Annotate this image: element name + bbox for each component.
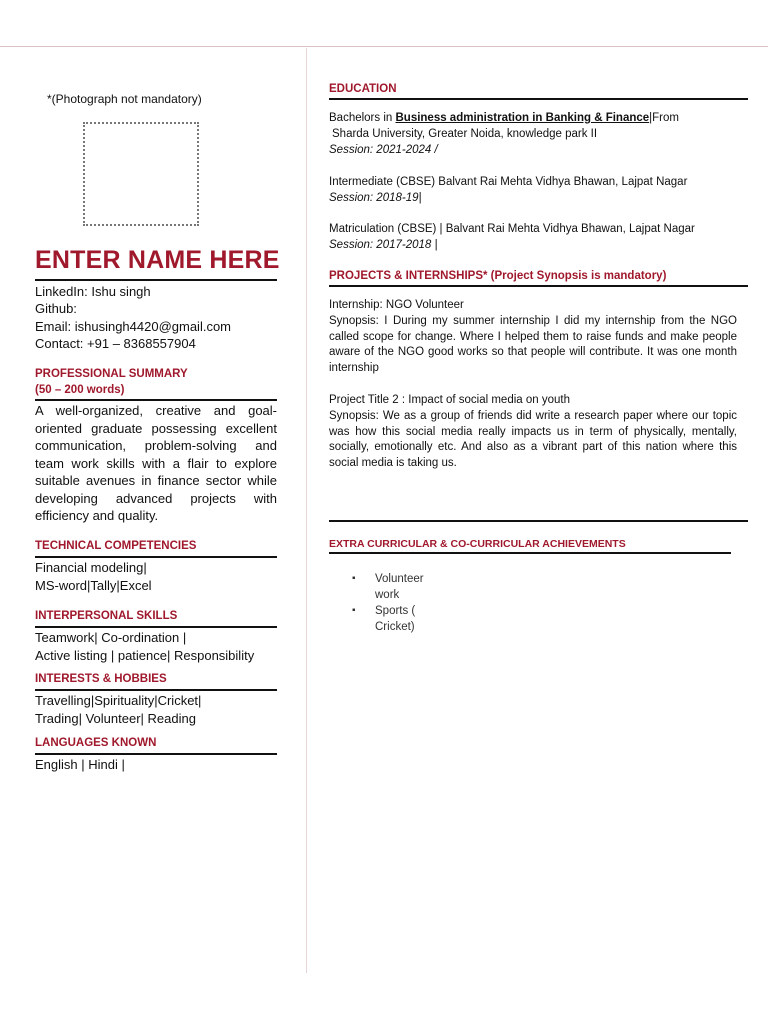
interests-line: Travelling|Spirituality|Cricket| bbox=[35, 693, 202, 708]
project-1 bbox=[329, 298, 737, 377]
matriculation-line: Matriculation (CBSE) | Balvant Rai Mehta Vidhya Bhawan, Lajpat Nagar bbox=[329, 223, 695, 235]
interpersonal-rule bbox=[35, 626, 277, 628]
extra-list bbox=[352, 571, 424, 635]
summary-subtitle: (50 – 200 words) bbox=[35, 384, 125, 396]
project-2-synopsis: Synopsis: We as a group of friends did write a research paper where our topic was how this social media really impacts us in term of physically, mentally, socially, emotionally etc. And also as a vibrant part of this nation where this social media is taking us. bbox=[329, 409, 737, 470]
education-bachelor bbox=[329, 111, 737, 158]
photo-placeholder bbox=[83, 122, 199, 226]
interpersonal-text bbox=[35, 629, 277, 664]
interests-line: Trading| Volunteer| Reading bbox=[35, 710, 196, 726]
languages-text bbox=[35, 756, 277, 774]
github-line: Github: bbox=[35, 301, 77, 317]
extra-rule bbox=[329, 552, 731, 554]
technical-title: TECHNICAL COMPETENCIES bbox=[35, 540, 197, 552]
technical-line: Financial modeling| bbox=[35, 560, 147, 575]
interpersonal-line: Teamwork| Co-ordination | bbox=[35, 630, 187, 645]
bachelor-session: Session: 2021-2024 / bbox=[329, 143, 438, 156]
candidate-name: ENTER NAME HERE bbox=[35, 246, 280, 274]
interests-text bbox=[35, 692, 277, 727]
education-title: EDUCATION bbox=[329, 83, 397, 95]
summary-rule bbox=[35, 399, 277, 401]
interpersonal-line: Active listing | patience| Responsibility bbox=[35, 647, 255, 663]
technical-rule bbox=[35, 556, 277, 558]
project-1-title: Internship: NGO Volunteer bbox=[329, 299, 464, 311]
extra-title: EXTRA CURRICULAR & CO-CURRICULAR ACHIEVEMENTS bbox=[329, 538, 626, 550]
education-intermediate bbox=[329, 175, 737, 207]
phone-line: Contact: +91 – 8368557904 bbox=[35, 335, 196, 351]
intermediate-line: Intermediate (CBSE) Balvant Rai Mehta Vidhya Bhawan, Lajpat Nagar bbox=[329, 176, 688, 188]
interests-title: INTERESTS & HOBBIES bbox=[35, 673, 167, 685]
bachelor-course: Business administration in Banking & Finance bbox=[395, 112, 650, 124]
list-item: ▪ Volunteer work bbox=[352, 571, 424, 603]
summary-text: A well-organized, creative and goal-oriented graduate possessing excellent communication, problem-solving and team work skills with a flair to explore suitable avenues in finance sector while developing advanced projects with efficiency and quality. bbox=[35, 403, 277, 523]
bachelor-prefix: Bachelors in bbox=[329, 112, 396, 124]
project-2 bbox=[329, 393, 737, 472]
languages-rule bbox=[35, 753, 277, 755]
extra-top-rule bbox=[329, 520, 748, 522]
summary-title: PROFESSIONAL SUMMARY bbox=[35, 368, 188, 380]
languages-title: LANGUAGES KNOWN bbox=[35, 737, 157, 749]
projects-rule bbox=[329, 285, 748, 287]
photo-note: *(Photograph not mandatory) bbox=[47, 92, 202, 106]
project-2-title: Project Title 2 : Impact of social media on youth bbox=[329, 394, 570, 406]
list-item: ▪ Sports ( Cricket) bbox=[352, 603, 424, 635]
linkedin-line: LinkedIn: Ishu singh bbox=[35, 284, 151, 299]
page-top-rule bbox=[0, 46, 768, 47]
languages-line: English | Hindi | bbox=[35, 757, 125, 772]
interests-rule bbox=[35, 689, 277, 691]
interpersonal-title: INTERPERSONAL SKILLS bbox=[35, 610, 178, 622]
bachelor-line bbox=[329, 111, 737, 127]
contact-block bbox=[35, 283, 231, 352]
project-1-synopsis: Synopsis: I During my summer internship I did my internship from the NGO called scope for change. Where I helped them to raise funds and make people aware of the NGO good works so that people will contribute. It was one month internship bbox=[329, 314, 737, 375]
intermediate-session: Session: 2018-19| bbox=[329, 191, 422, 204]
education-rule bbox=[329, 98, 748, 100]
technical-text bbox=[35, 559, 277, 594]
matriculation-session: Session: 2017-2018 | bbox=[329, 238, 438, 251]
technical-line: MS-word|Tally|Excel bbox=[35, 577, 152, 593]
education-matriculation bbox=[329, 222, 737, 254]
bachelor-suffix: |From bbox=[649, 112, 679, 124]
name-rule bbox=[35, 279, 277, 281]
email-line: Email: ishusingh4420@gmail.com bbox=[35, 318, 232, 334]
bachelor-university: Sharda University, Greater Noida, knowledge park II bbox=[332, 127, 598, 140]
column-divider bbox=[306, 48, 307, 973]
projects-title: PROJECTS & INTERNSHIPS* (Project Synopsis is mandatory) bbox=[329, 270, 667, 282]
